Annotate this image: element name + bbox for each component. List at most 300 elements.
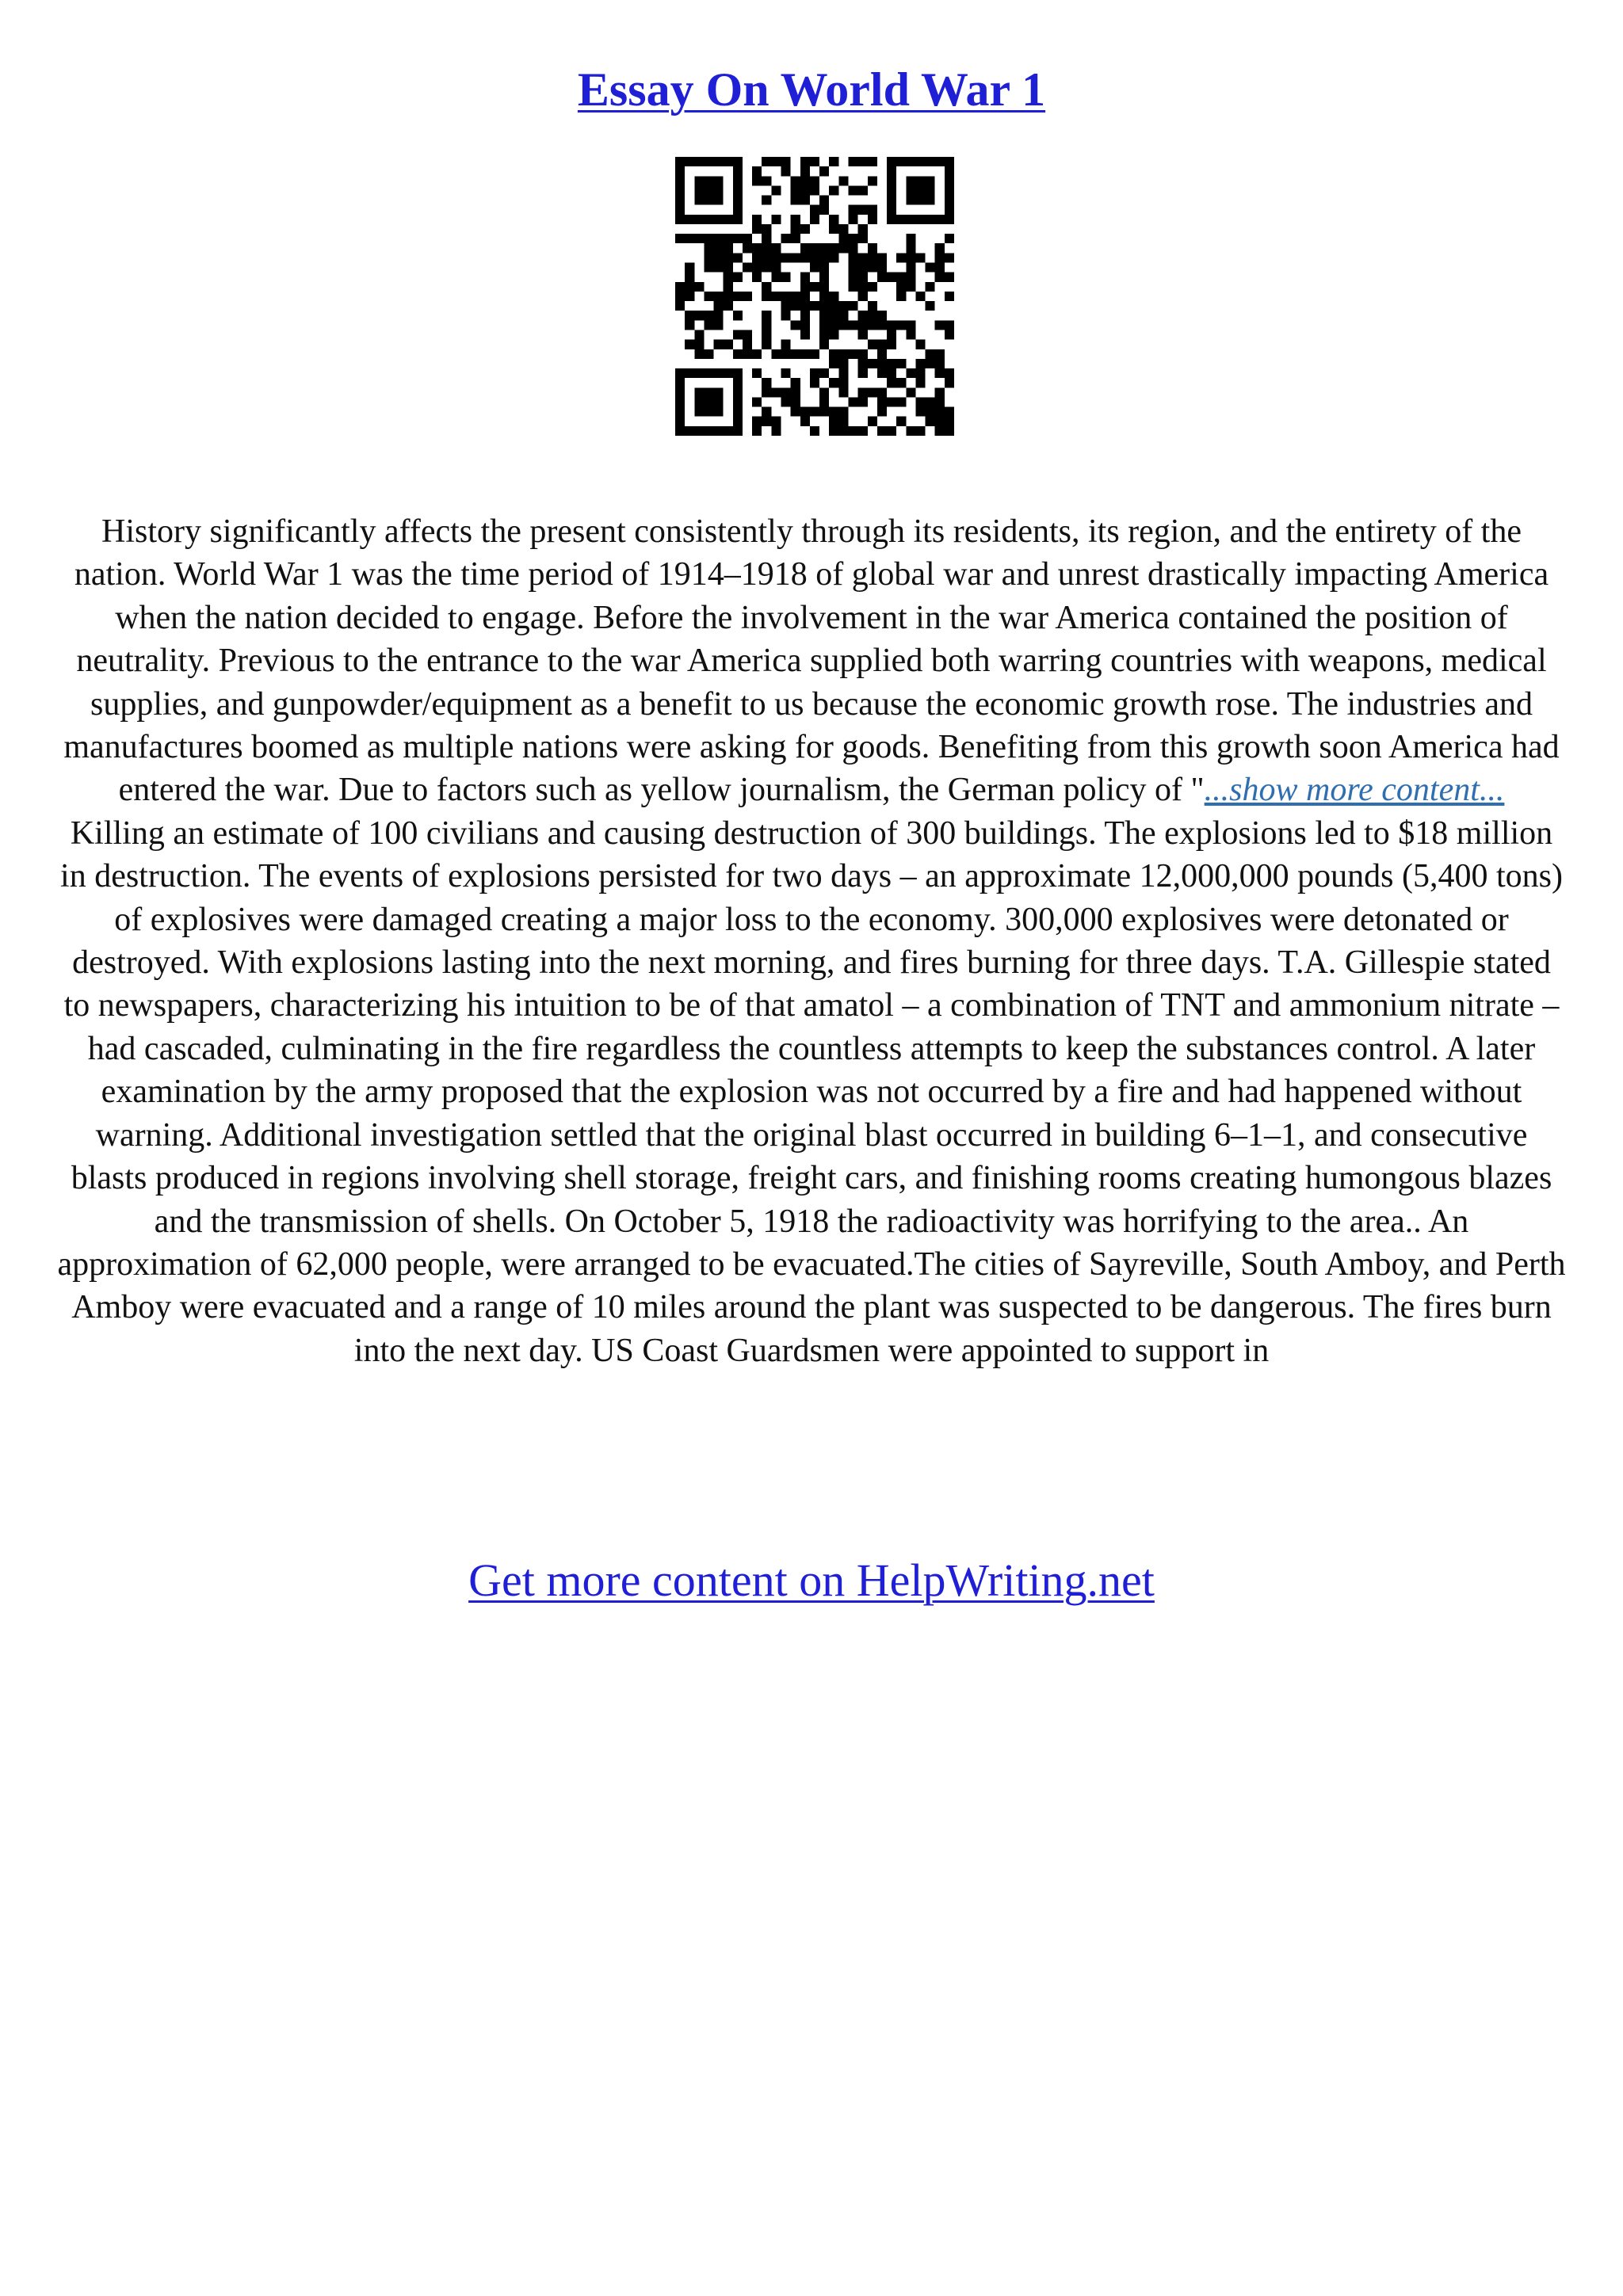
qr-module: [887, 359, 896, 368]
qr-module: [810, 205, 819, 215]
qr-module: [685, 340, 694, 349]
qr-module: [915, 407, 925, 417]
qr-code-icon: [675, 157, 954, 436]
qr-module: [935, 273, 945, 282]
qr-module: [685, 311, 694, 320]
qr-module: [829, 253, 838, 262]
qr-module: [887, 320, 896, 330]
qr-module: [694, 407, 704, 417]
qr-module: [752, 397, 762, 406]
qr-module: [743, 243, 752, 253]
qr-module: [906, 215, 915, 224]
qr-module: [819, 273, 829, 282]
qr-module: [694, 387, 704, 397]
qr-module: [896, 397, 906, 406]
qr-module: [945, 205, 954, 215]
qr-module: [848, 263, 857, 273]
qr-module: [714, 215, 724, 224]
qr-module: [733, 378, 743, 387]
qr-module: [935, 320, 945, 330]
qr-module: [704, 253, 713, 262]
qr-module: [733, 397, 743, 406]
qr-module: [926, 397, 935, 406]
qr-module: [819, 166, 829, 176]
qr-module: [714, 292, 724, 301]
qr-module: [858, 349, 868, 359]
qr-module: [771, 387, 781, 397]
qr-module: [838, 407, 848, 417]
qr-module: [781, 340, 791, 349]
qr-module: [714, 176, 724, 185]
qr-module: [675, 234, 685, 243]
qr-module: [743, 330, 752, 339]
qr-module: [935, 407, 945, 417]
qr-module: [791, 196, 800, 205]
qr-module: [685, 320, 694, 330]
qr-module: [887, 273, 896, 282]
qr-module: [733, 368, 743, 378]
qr-module: [675, 407, 685, 417]
qr-module: [848, 349, 857, 359]
qr-module: [810, 215, 819, 224]
essay-paragraph-1: [57, 510, 1566, 812]
qr-module: [935, 263, 945, 273]
qr-module: [762, 292, 771, 301]
qr-module: [800, 185, 810, 195]
qr-module: [887, 185, 896, 195]
qr-module: [724, 273, 733, 282]
qr-module: [694, 349, 704, 359]
qr-module: [810, 185, 819, 195]
qr-module: [906, 273, 915, 282]
qr-module: [810, 426, 819, 436]
qr-module: [848, 253, 857, 262]
qr-module: [800, 330, 810, 339]
qr-module: [675, 157, 685, 166]
qr-module: [810, 243, 819, 253]
qr-module: [810, 349, 819, 359]
qr-module: [906, 196, 915, 205]
qr-module: [858, 320, 868, 330]
qr-module: [675, 368, 685, 378]
qr-module: [810, 282, 819, 292]
qr-module: [733, 349, 743, 359]
qr-module: [800, 292, 810, 301]
qr-module: [868, 301, 877, 311]
qr-module: [704, 387, 713, 397]
qr-module: [791, 387, 800, 397]
qr-module: [733, 166, 743, 176]
qr-module: [858, 185, 868, 195]
qr-module: [781, 157, 791, 166]
qr-module: [877, 273, 887, 282]
qr-module: [800, 253, 810, 262]
qr-module: [848, 234, 857, 243]
qr-module: [791, 215, 800, 224]
qr-module: [694, 311, 704, 320]
qr-module: [848, 215, 857, 224]
qr-module: [906, 185, 915, 195]
qr-module: [675, 397, 685, 406]
qr-module: [906, 234, 915, 243]
qr-module: [887, 330, 896, 339]
qr-module: [926, 196, 935, 205]
qr-module: [800, 407, 810, 417]
qr-module: [733, 387, 743, 397]
qr-module: [704, 368, 713, 378]
qr-module: [945, 176, 954, 185]
qr-module: [819, 397, 829, 406]
qr-module: [819, 253, 829, 262]
qr-module: [724, 426, 733, 436]
qr-module: [858, 330, 868, 339]
qr-module: [714, 311, 724, 320]
qr-module: [694, 157, 704, 166]
qr-module: [915, 368, 925, 378]
qr-module: [896, 253, 906, 262]
qr-module: [896, 157, 906, 166]
qr-module: [800, 301, 810, 311]
qr-module: [868, 205, 877, 215]
qr-module: [675, 378, 685, 387]
qr-module: [733, 185, 743, 195]
qr-module: [906, 243, 915, 253]
qr-module: [762, 234, 771, 243]
qr-module: [915, 215, 925, 224]
qr-module: [733, 426, 743, 436]
qr-module: [733, 330, 743, 339]
qr-module: [848, 205, 857, 215]
qr-module: [771, 157, 781, 166]
qr-module: [926, 349, 935, 359]
qr-module: [714, 301, 724, 311]
qr-module: [762, 330, 771, 339]
qr-module: [800, 349, 810, 359]
qr-module: [800, 166, 810, 176]
qr-module: [935, 349, 945, 359]
qr-module: [714, 340, 724, 349]
qr-module: [926, 185, 935, 195]
qr-module: [838, 378, 848, 387]
qr-module: [714, 253, 724, 262]
qr-module: [926, 157, 935, 166]
qr-module: [752, 368, 762, 378]
qr-module: [915, 292, 925, 301]
qr-module: [685, 292, 694, 301]
qr-module: [685, 263, 694, 273]
footer: [0, 1553, 1623, 1608]
qr-module: [858, 311, 868, 320]
qr-module: [781, 166, 791, 176]
qr-module: [819, 330, 829, 339]
qr-module: [724, 263, 733, 273]
qr-module: [819, 263, 829, 273]
qr-module: [887, 378, 896, 387]
qr-module: [868, 176, 877, 185]
qr-module: [781, 292, 791, 301]
qr-module: [810, 407, 819, 417]
qr-module: [887, 196, 896, 205]
qr-module: [838, 176, 848, 185]
qr-module: [926, 176, 935, 185]
qr-module: [915, 185, 925, 195]
qr-module: [724, 234, 733, 243]
qr-module: [781, 349, 791, 359]
qr-module: [694, 368, 704, 378]
qr-module: [800, 417, 810, 426]
qr-module: [935, 397, 945, 406]
qr-module: [877, 397, 887, 406]
qr-module: [781, 273, 791, 282]
qr-module: [838, 224, 848, 234]
qr-module: [733, 311, 743, 320]
qr-module: [838, 349, 848, 359]
qr-module: [887, 205, 896, 215]
qr-module: [762, 417, 771, 426]
qr-module: [819, 205, 829, 215]
qr-module: [714, 320, 724, 330]
qr-module: [694, 196, 704, 205]
qr-module: [675, 301, 685, 311]
qr-module: [819, 320, 829, 330]
qr-module: [829, 311, 838, 320]
qr-module: [752, 215, 762, 224]
qr-module: [781, 397, 791, 406]
qr-module: [829, 378, 838, 387]
qr-module: [810, 176, 819, 185]
qr-module: [675, 387, 685, 397]
qr-module: [887, 340, 896, 349]
qr-module: [926, 263, 935, 273]
qr-module: [800, 176, 810, 185]
qr-module: [819, 301, 829, 311]
qr-module: [858, 397, 868, 406]
qr-module: [887, 397, 896, 406]
qr-module: [838, 243, 848, 253]
qr-module: [819, 387, 829, 397]
qr-module: [858, 368, 868, 378]
qr-module: [848, 243, 857, 253]
qr-module: [791, 253, 800, 262]
qr-module: [829, 224, 838, 234]
qr-module: [906, 330, 915, 339]
qr-module: [781, 253, 791, 262]
qr-module: [906, 157, 915, 166]
qr-module: [724, 157, 733, 166]
qr-module: [926, 417, 935, 426]
qr-module: [800, 282, 810, 292]
qr-module: [704, 176, 713, 185]
qr-module: [915, 196, 925, 205]
qr-module: [724, 301, 733, 311]
qr-module: [887, 215, 896, 224]
qr-module: [733, 234, 743, 243]
qr-module: [791, 378, 800, 387]
qr-module: [896, 378, 906, 387]
qr-module: [858, 205, 868, 215]
qr-module: [935, 215, 945, 224]
qr-module: [685, 157, 694, 166]
qr-module: [714, 368, 724, 378]
qr-module: [858, 263, 868, 273]
qr-module: [704, 243, 713, 253]
qr-module: [819, 292, 829, 301]
qr-module: [675, 185, 685, 195]
qr-module: [829, 320, 838, 330]
qr-module: [868, 263, 877, 273]
qr-module: [858, 234, 868, 243]
qr-module: [733, 292, 743, 301]
qr-module: [704, 234, 713, 243]
qr-module: [694, 330, 704, 339]
qr-module: [877, 253, 887, 262]
qr-code-graphic: [675, 157, 954, 436]
qr-module: [791, 234, 800, 243]
helpwriting-link[interactable]: Get more content on HelpWriting.net: [468, 1554, 1155, 1606]
qr-module: [791, 320, 800, 330]
qr-module: [694, 340, 704, 349]
qr-module: [800, 157, 810, 166]
qr-module: [762, 253, 771, 262]
qr-module: [771, 273, 781, 282]
qr-module: [915, 340, 925, 349]
qr-module: [945, 157, 954, 166]
qr-module: [800, 273, 810, 282]
qr-module: [704, 157, 713, 166]
qr-module: [915, 397, 925, 406]
qr-module: [733, 215, 743, 224]
qr-module: [771, 215, 781, 224]
qr-module: [791, 292, 800, 301]
qr-module: [675, 166, 685, 176]
qr-module: [887, 176, 896, 185]
qr-module: [858, 282, 868, 292]
qr-module: [935, 253, 945, 262]
qr-module: [896, 359, 906, 368]
qr-module: [829, 359, 838, 368]
qr-module: [906, 282, 915, 292]
qr-module: [868, 340, 877, 349]
qr-module: [896, 292, 906, 301]
qr-module: [877, 426, 887, 436]
qr-module: [868, 253, 877, 262]
qr-module: [858, 387, 868, 397]
qr-module: [819, 243, 829, 253]
qr-module: [906, 387, 915, 397]
qr-module: [926, 301, 935, 311]
essay-paragraph-2: Killing an estimate of 100 civilians and causing destruction of 300 buildings. The explosions led to $18 million in destruction. The events of explosions persisted for two days – an approximate 12,000,000 pounds (5,400 tons) of explosives were damaged creating a major loss to the economy. 300,000 explosives were detonated or destroyed. With explosions lasting into the next morning, and fires burning for three days. T.A. Gillespie stated to newspapers, characterizing his intuition to be of that amatol – a combination of TNT and ammonium nitrate – had cascaded, culminating in the fire regardless the countless attempts to keep the substances control. A later examination by the army proposed that the explosion was not occurred by a fire and had happened without warning. Additional investigation settled that the original blast occurred in building 6–1–1, and consecutive blasts produced in regions involving shell storage, freight cars, and finishing rooms creating humongous blazes and the transmission of shells. On October 5, 1918 the radioactivity was horrifying to the area.. An approximation of 62,000 people, were arranged to be evacuated.The cities of Sayreville, South Amboy, and Perth Amboy were evacuated and a range of 10 miles around the plant was suspected to be dangerous. The fires burn into the next day. US Coast Guardsmen were appointed to support in: [57, 814, 1566, 1369]
qr-module: [926, 407, 935, 417]
qr-module: [945, 215, 954, 224]
qr-module: [848, 301, 857, 311]
qr-module: [935, 417, 945, 426]
qr-module: [896, 417, 906, 426]
qr-module: [877, 311, 887, 320]
qr-module: [838, 426, 848, 436]
qr-module: [724, 243, 733, 253]
qr-module: [781, 368, 791, 378]
qr-module: [685, 282, 694, 292]
qr-module: [829, 426, 838, 436]
qr-module: [733, 253, 743, 262]
qr-module: [704, 397, 713, 406]
qr-module: [694, 282, 704, 292]
qr-module: [675, 205, 685, 215]
qr-module: [762, 378, 771, 387]
qr-module: [868, 359, 877, 368]
document-title: [0, 59, 1623, 120]
qr-module: [752, 243, 762, 253]
qr-module: [819, 340, 829, 349]
qr-module: [791, 301, 800, 311]
qr-module: [762, 243, 771, 253]
qr-module: [800, 243, 810, 253]
qr-module: [771, 349, 781, 359]
qr-module: [838, 417, 848, 426]
qr-module: [714, 397, 724, 406]
qr-module: [743, 234, 752, 243]
qr-module: [819, 282, 829, 292]
qr-module: [935, 157, 945, 166]
qr-module: [877, 340, 887, 349]
qr-module: [848, 320, 857, 330]
qr-module: [791, 176, 800, 185]
qr-module: [877, 407, 887, 417]
qr-module: [791, 224, 800, 234]
qr-module: [704, 215, 713, 224]
qr-module: [743, 263, 752, 273]
qr-module: [694, 176, 704, 185]
qr-module: [724, 340, 733, 349]
qr-module: [675, 417, 685, 426]
qr-module: [724, 215, 733, 224]
qr-module: [829, 407, 838, 417]
qr-module: [915, 378, 925, 387]
show-more-link[interactable]: ...show more content...: [1204, 772, 1505, 809]
title-link[interactable]: Essay On World War 1: [577, 63, 1046, 116]
qr-module: [704, 311, 713, 320]
qr-module: [868, 215, 877, 224]
qr-module: [868, 417, 877, 426]
qr-module: [887, 166, 896, 176]
qr-module: [752, 166, 762, 176]
qr-module: [724, 253, 733, 262]
qr-module: [762, 282, 771, 292]
qr-module: [896, 320, 906, 330]
qr-module: [733, 157, 743, 166]
qr-module: [906, 426, 915, 436]
qr-module: [829, 330, 838, 339]
qr-module: [800, 196, 810, 205]
qr-module: [800, 311, 810, 320]
qr-module: [858, 273, 868, 282]
qr-module: [800, 320, 810, 330]
qr-module: [714, 387, 724, 397]
qr-module: [945, 166, 954, 176]
qr-module: [848, 273, 857, 282]
qr-module: [762, 157, 771, 166]
qr-module: [752, 253, 762, 262]
qr-module: [945, 330, 954, 339]
qr-module: [771, 426, 781, 436]
qr-module: [945, 196, 954, 205]
essay-text-excerpt: History significantly affects the present consistently through its residents, its region, and the entirety of the nation. World War 1 was the time period of 1914–1918 of global war and unrest drastically impacting America when the nation decided to engage. Before the involvement in the war America contained the position of neutrality. Previous to the entrance to the war America supplied both warring countries with weapons, medical supplies, and gunpowder/equipment as a benefit to us because the economic growth rose. The industries and manufactures boomed as multiple nations were asking for goods. Benefiting from this growth soon America had entered the war. Due to factors such as yellow journalism, the German policy of ": [63, 513, 1560, 809]
qr-module: [810, 301, 819, 311]
qr-module: [704, 349, 713, 359]
qr-module: [887, 157, 896, 166]
qr-module: [877, 349, 887, 359]
qr-module: [858, 157, 868, 166]
